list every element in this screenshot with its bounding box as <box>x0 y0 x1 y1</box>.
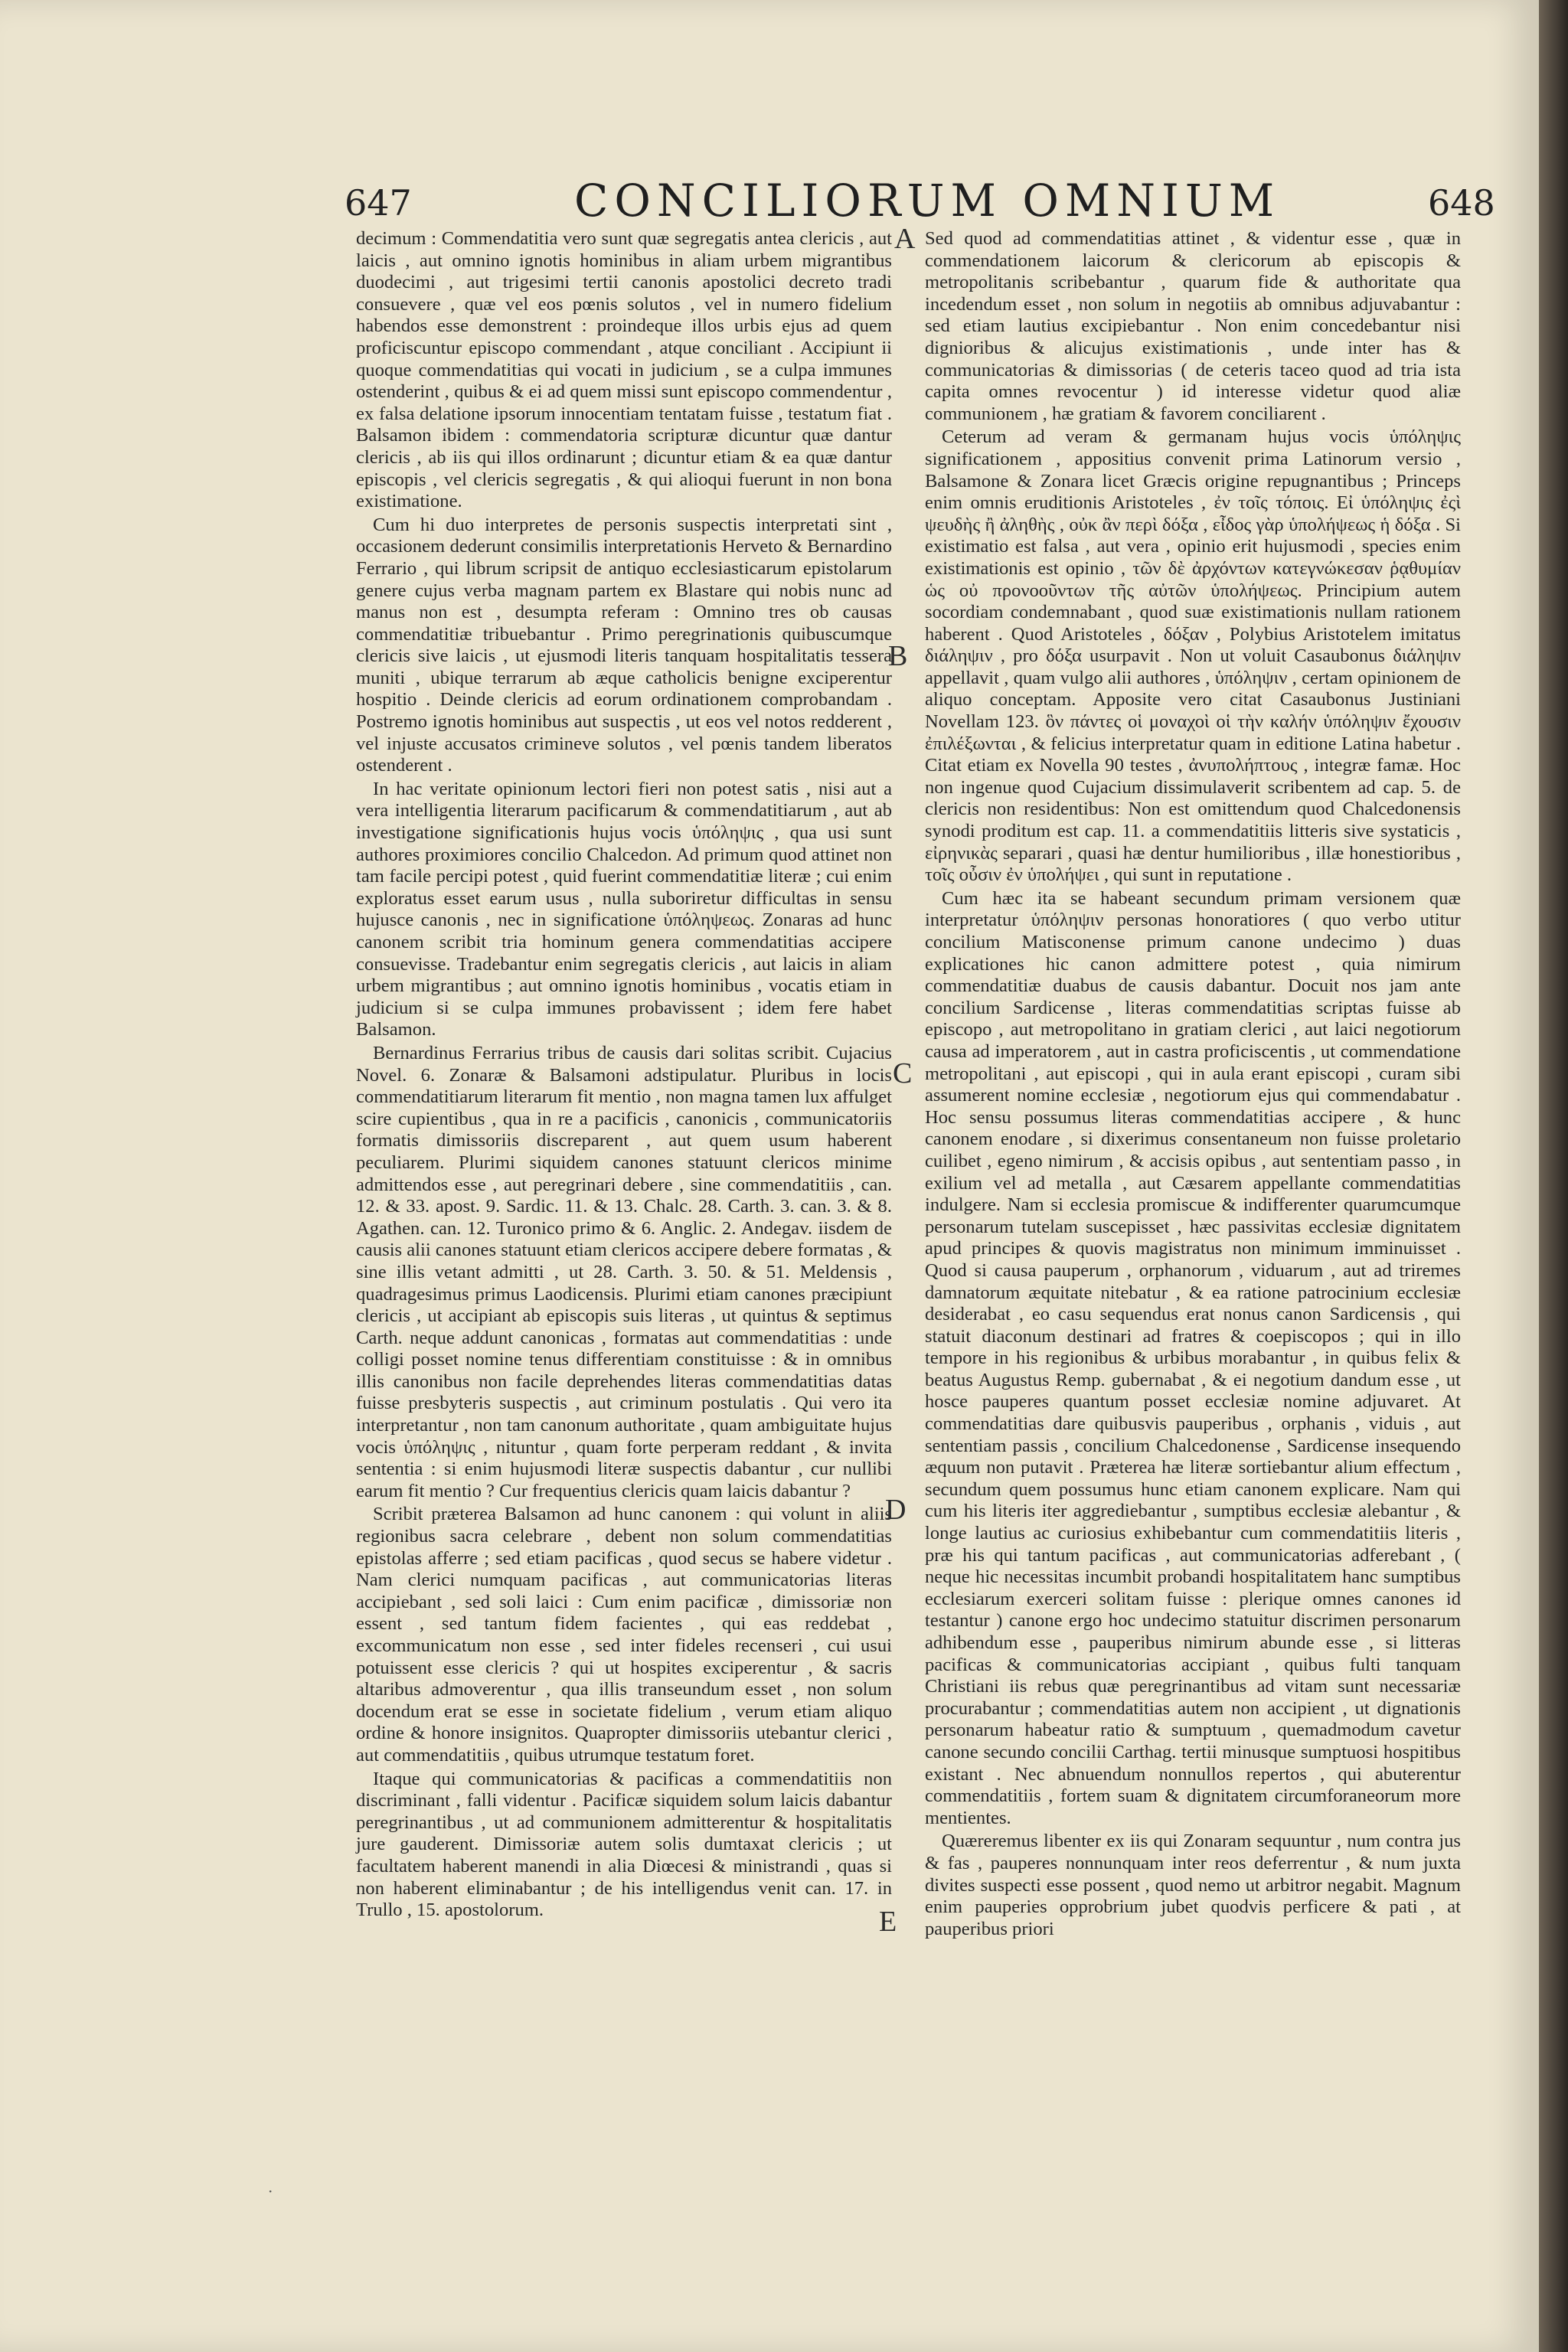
left-paragraph-3: In hac veritate opinionum lectori fieri non potest satis , nisi aut a vera intelligentia literarum pacificarum & commendatitiarum , aut ab investigatione significationis hujus vocis ὑπόληψις , qua usi sunt authores proximiores concilio Chalcedon. Ad primum quod attinet non tam facile percipi potest , quid fuerint commendatitiæ literæ ; cui enim exploratus esset earum usus , nulla suboriretur difficultas in sensu hujusce canonis , nec in significatione ὑπόληψεως. Zonaras ad hunc canonem scribit tria hominum genera commendatitias accipere consuevisse. Tradebantur enim segregatis clericis , aut laicis in aliam urbem migrantibus ; aut omnino ignotis hominibus , vocatis etiam in judicium si se culpa immunes probavissent ; idem fere habet Balsamon. <box>356 778 892 1040</box>
page-number-left: 647 <box>345 182 412 224</box>
margin-letter-a: A <box>894 223 916 255</box>
margin-letter-b: B <box>888 640 908 672</box>
right-paragraph-2: Ceterum ad veram & germanam hujus vocis ὑπόληψις significationem , appositius convenit prima Latinorum versio , Balsamone & Zonara licet Græcis origine repugnantibus ; Princeps enim omnis eruditionis Aristoteles , ἐν τοῖς τόποις. Εἰ ὑπόληψις ἐςὶ ψευδὴς ἢ ἀληθὴς , οὐκ ἂν περὶ δόξα , εἶδος γὰρ ὑπολήψεως ἡ δόξα . Si existimatio est falsa , aut vera , opinio erit hujusmodi , species enim existimationis est opinio , τῶν δὲ ἀρχόντων κατεγνώκεσαν ῥᾳθυμίαν ὡς οὐ προνοοῦντων τῆς αὐτῶν ὑπολήψεως. Principium autem socordiam condemnabant , quod suæ existimationis nullam rationem haberent . Quod Aristoteles , δόξαν , Polybius Aristotelem imitatus διάληψιν , pro δόξα usurpavit . Non ut voluit Casaubonus διάληψιν appellavit , quam vulgo alii authores , ὑπόληψιν , certam opinionem de aliquo conceptam. Apposite vero citat Casaubonus Justiniani Novellam 123. ὃν πάντες οἱ μοναχοὶ οἱ τὴν καλήν ὑπόληψιν ἔχουσιν ἐπιλέξωνται , & felicius interpretatur quam in editione Latina habetur . Citat etiam ex Novella 90 testes , ἀνυπολήπτους , integræ famæ. Hoc non ingenue quod Cujacium dissimulaverit scribentem ad cap. 5. de clericis non residentibus: Non est omittendum quod Chalcedonensis synodi proditum est cap. 11. a commendatitiis litteris sive systaticis , εἰρηνικὰς separari , quasi hæ dentur humilioribus , illæ honestioribus , τοῖς οὖσιν ἐν ὑπολήψει , qui sunt in reputatione . <box>925 426 1461 886</box>
left-paragraph-5: Scribit præterea Balsamon ad hunc canonem : qui volunt in aliis regionibus sacra celebrare , debent non solum commendatitias epistolas afferre ; sed etiam pacificas , quod secus se habere videtur . Nam clerici numquam pacificas , aut communicatorias literas accipiebant , sed soli laici : Cum enim pacificæ , dimissoriæ non essent , sed tantum fidem facientes , qui eas reddebat , excommunicatum non esse , sed inter fideles recenseri , cui usui potuissent esse clericis ? qui ut hospites exciperentur , & sacris altaribus admoverentur , qua illis transeundum esset , non solum docendum erat se esse in societate fidelium , verum etiam aliquo ordine & honore insignitos. Quapropter dimissoriis utebantur clerici , aut commendatitiis , quibus utrumque testatum foret. <box>356 1504 892 1766</box>
left-paragraph-6: Itaque qui communicatorias & pacificas a commendatitiis non discriminant , falli videntur . Pacificæ siquidem solum laicis dabantur peregrinantibus , ut ad communionem admitterentur & hospitalitatis jure gauderent. Dimissoriæ autem solis dumtaxat clericis ; ut facultatem haberent manendi in alia Diœcesi & ministrandi , quas si non haberent eliminabantur ; de his intelligendus venit can. 17. in Trullo , 15. apostolorum. <box>356 1768 892 1921</box>
page-number-right: 648 <box>1428 182 1495 224</box>
right-paragraph-4: Quæreremus libenter ex iis qui Zonaram sequuntur , num contra jus & fas , pauperes nonnunquam inter reos deferrentur , & num juxta divites suspecti esse possent , quod nemo ut arbitror negabit. Magnum enim pauperies opprobrium jubet quodvis perficere & pati , at pauperibus priori <box>925 1831 1461 1939</box>
left-paragraph-1: decimum : Commendatitia vero sunt quæ segregatis antea clericis , aut laicis , aut omnino ignotis hominibus in aliam urbem migrantibus duodecimi , aut trigesimi tertii canonis apostolici decreto tradi consuevere , quæ vel eos pœnis solutos , vel in numero fidelium habendos esse demonstrent : proindeque illos urbis ejus ad quem proficiscuntur episcopo commendant , atque conciliant . Accipiunt ii quoque commendatitias qui vocati in judicium , se a culpa immunes ostenderint , quibus & ei ad quem missi sunt episcopo commendentur , ex falsa delatione ipsorum innocentiam tentatam fuisse , testatum fiat . Balsamon ibidem : commendatoria scripturæ dicuntur quæ dantur clericis , ab iis qui illos ordinarunt ; dicuntur etiam & ea quæ dantur episcopis , vel clericis segregatis , & qui alioqui fuerunt in non bona existimatione. <box>356 228 892 512</box>
margin-letter-d: D <box>885 1494 906 1526</box>
left-paragraph-2: Cum hi duo interpretes de personis suspectis interpretati sint , occasionem dederunt consimilis interpretationis Herveto & Bernardino Ferrario , qui librum scripsit de antiquo ecclesiasticarum epistolarum genere cujus verba magnam partem ex Blastare qui nobis nunc ad manus non est , desumpta referam : Omnino tres ob causas commendatitiæ tribuebantur . Primo peregrinationis quibuscumque clericis sive laicis , ut ejusmodi literis tanquam hospitalitatis tessera muniti , ubique terrarum ab æque catholicis benigne exciperentur hospitio . Deinde clericis ad eorum ordinationem comprobandam . Postremo ignotis hominibus aut suspectis , ut eos vel notos redderent , vel injuste accusatos crimineve solutos , vel pœnis tandem liberatos ostenderent . <box>356 514 892 776</box>
running-title: CONCILIORUM OMNIUM <box>574 175 1281 227</box>
margin-letter-c: C <box>893 1057 913 1089</box>
right-column <box>925 228 1461 1942</box>
footer-mark: · <box>268 2182 273 2200</box>
left-column <box>356 228 892 1923</box>
right-paragraph-1: Sed quod ad commendatitias attinet , & videntur esse , quæ in commendationem laicorum & clericorum ab episcopis & metropolitanis scribebantur , quarum fide & authoritate qua incedendum esset , non solum in negotiis ab omnibus adjuvabantur : sed etiam lautius excipiebantur . Non enim concedebantur nisi dignioribus & alicujus existimationis , unde inter has & communicatorias & dimissorias ( de ceteris taceo quod ad tria ista capita omnes revocentur ) id interesse videtur quod aliæ communionem , hæ gratiam & favorem conciliarent . <box>925 228 1461 424</box>
right-paragraph-3: Cum hæc ita se habeant secundum primam versionem quæ interpretatur ὑπόληψιν personas honoratiores ( quo verbo utitur concilium Matisconense primum canone undecimo ) duas explicationes hic canon admittere potest , quia nimirum commendatitiæ duabus de causis dabantur. Docuit nos jam ante concilium Sardicense , literas commendatitias scriptas fuisse ab episcopo , aut metropolitano in gratiam clerici , aut laici negotiorum causa ad imperatorem , aut in castra proficiscentis , ut commendatione metropolitani , aut episcopi , qui in aula erant episcopi , curam sibi assumerent nomine ecclesiæ , negotiorum ejus qui commendabatur . Hoc sensu possumus literas commendatitias accipere , & hunc canonem enodare , si dixerimus consentaneum non fuisse proletario cuilibet , egeno nimirum , & accisis opibus , aut sententiam passo , in exilium vel ad metalla , aut Cæsarem appellante commendatitias indulgere. Nam si ecclesia promiscue & indifferenter quarumcumque personarum tutelam suscepisset , hæc passivitas ecclesiæ dignitatem apud principes & quovis magistratus non minimum imminuisset . Quod si causa pauperum , orphanorum , viduarum , aut ad triremes damnatorum æquitate nitebatur , & ea ratione patrocinium ecclesiæ desiderabat , eo casu sequendus erat nonus canon Sardicensis , qui statuit diaconum destinari ad fratres & coepiscopos ; qui in illo tempore in his regionibus & urbibus morabantur , in quibus felix & beatus Augustus Remp. gubernabat , & ei negotium dandum esse , ut hosce pauperes quantum posset ecclesiæ nomine adjuvaret. At commendatitias dare quibusvis pauperibus , orphanis , viduis , aut sententiam passis , concilium Chalcedonense , Sardicense insequendo æquum non putavit . Præterea hæ literæ sortiebantur alium effectum , secundum quem possumus hunc etiam canonem explicare. Nam qui cum his literis iter aggrediebantur , sumptibus ecclesiæ alebantur , & longe lautius ac curiosius exhibebantur cum commendatitiis literis , præ his qui tantum pacificas , aut communicatorias adferebant , ( neque hic necessitas incumbit probandi hospitalitatem hanc sumptibus ecclesiarum exerceri solitam fuisse : plerique omnes canones id testantur ) canone ergo hoc undecimo statuitur discrimen personarum adhibendum esse , pauperibus nimirum abunde esse , si litteras pacificas & communicatorias accipiant , quibus fulti tanquam Christiani iis rebus quæ peregrinantibus ad vitam sunt necessariæ procurabantur ; commendatitias autem non accipient , ut dignationis personarum habeatur ratio & sumptuum , quemadmodum cavetur canone secundo concilii Carthag. tertii minusque sumptuosi hospitibus existant . Nec abnuendum nonnullos repertos , qui abuterentur commendatitiis , fortem suam & dignitatem circumforaneorum more mentientes. <box>925 887 1461 1828</box>
page-edge <box>1539 0 1568 2352</box>
margin-letter-e: E <box>879 1906 897 1938</box>
left-paragraph-4: Bernardinus Ferrarius tribus de causis dari solitas scribit. Cujacius Novel. 6. Zonaræ & Balsamoni adstipulatur. Pluribus in locis commendatitiarum literarum fit mentio , non magna tamen lux affulget scire cupientibus , qua in re a pacificis , canonicis , communicatoriis formatis dimissoriis discreparent , aut quem usum haberent peculiarem. Plurimi siquidem canones statuunt clericos minime admittendos esse , aut peregrinari debere , sine commendatitiis , can. 12. & 33. apost. 9. Sardic. 11. & 13. Chalc. 28. Carth. 3. can. 3. & 8. Agathen. can. 12. Turonico primo & 6. Anglic. 2. Andegav. iisdem de causis alii canones statuunt etiam clericos accipere debere formatas , & sine illis vetant admitti , ut 28. Carth. 3. 50. & 51. Meldensis , quadragesimus primus Laodicensis. Plurimi etiam canones præcipiunt clericis , ut accipiant ab episcopis suis literas , ut quintus & septimus Carth. neque addunt canonicas , formatas aut commendatitias : unde colligi posset nomine tenus differentiam constituisse : & in omnibus illis canonibus non facile deprehendes literas commendatitias datas fuisse presbyteris suspectis , aut criminum postulatis . Qui vero ita interpretantur , non tam canonum authoritate , quam ambiguitate hujus vocis ὑπόληψις , nituntur , quam forte perperam reddant , & invita sententia : si enim hujusmodi literæ suspectis dabantur , cur nullibi earum fit mentio ? Cur frequentius clericis quam laicis dabantur ? <box>356 1042 892 1501</box>
page-header <box>345 175 1539 228</box>
